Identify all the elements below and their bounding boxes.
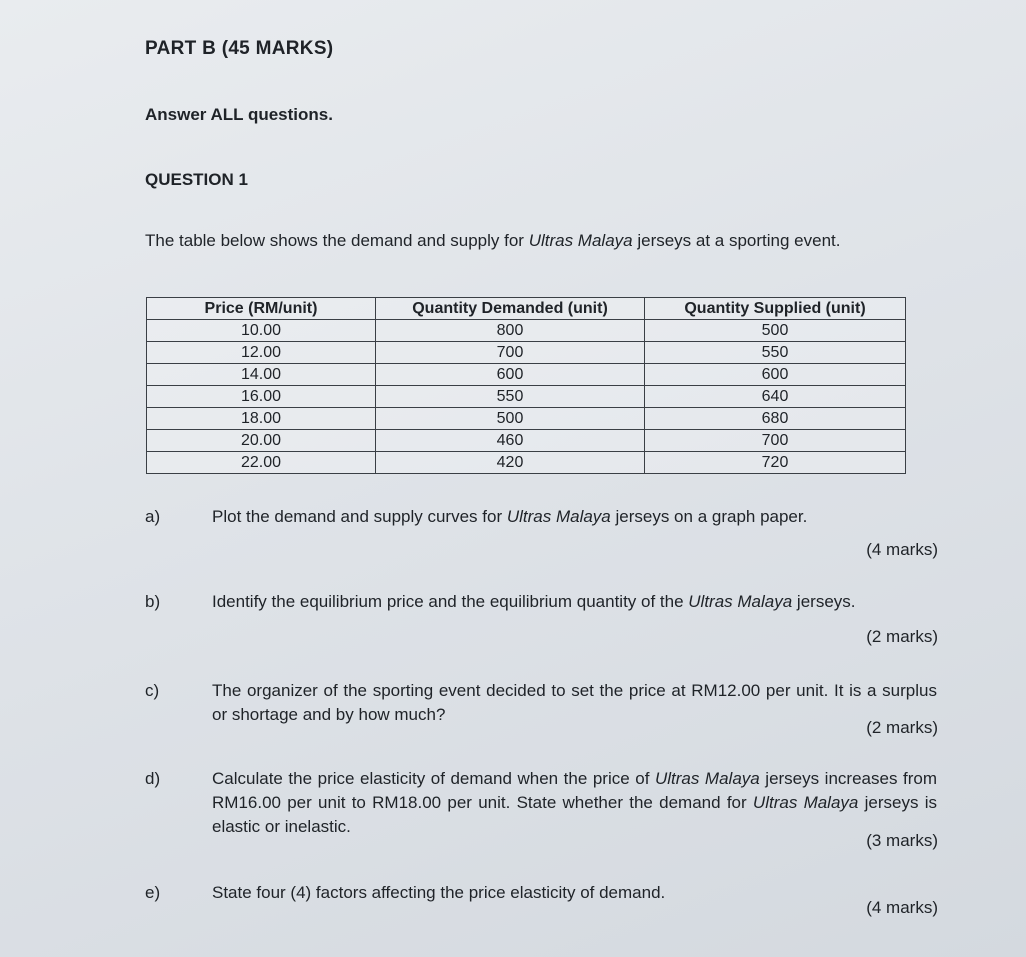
demanded-cell: 420 — [376, 452, 645, 474]
question-d-marks: (3 marks) — [866, 831, 938, 850]
table-row — [147, 320, 906, 342]
demanded-cell: 460 — [376, 430, 645, 452]
supplied-cell: 600 — [645, 364, 906, 386]
question-a-text-before: Plot the demand and supply curves for — [212, 507, 507, 526]
demanded-cell: 550 — [376, 386, 645, 408]
table-row — [147, 452, 906, 474]
question-c-marks: (2 marks) — [866, 718, 938, 737]
price-cell: 16.00 — [147, 386, 376, 408]
question-a-italic: Ultras Malaya — [506, 507, 611, 526]
demanded-cell: 600 — [376, 364, 645, 386]
header-quantity-supplied: Quantity Supplied (unit) — [645, 298, 906, 320]
question-b-label: b) — [145, 592, 161, 611]
table-row — [147, 364, 906, 386]
price-cell: 20.00 — [147, 430, 376, 452]
supplied-cell: 640 — [645, 386, 906, 408]
question-c-label: c) — [145, 681, 160, 700]
question-title: QUESTION 1 — [145, 170, 248, 189]
question-intro — [145, 228, 920, 254]
price-cell: 18.00 — [147, 408, 376, 430]
question-a-label: a) — [145, 507, 161, 526]
question-e-marks: (4 marks) — [866, 898, 938, 917]
question-d-text-before: Calculate the price elasticity of demand when the price of — [212, 769, 655, 788]
supplied-cell: 500 — [645, 320, 906, 342]
table-row — [147, 430, 906, 452]
question-e-text: State four (4) factors affecting the price elasticity of demand. — [212, 883, 666, 902]
supplied-cell: 680 — [645, 408, 906, 430]
question-d-italic-2: Ultras Malaya — [752, 793, 859, 812]
question-b-text-before: Identify the equilibrium price and the equilibrium quantity of the — [212, 592, 689, 611]
supplied-cell: 700 — [645, 430, 906, 452]
question-b-text-after: jerseys. — [792, 592, 856, 611]
question-d-italic: Ultras Malaya — [654, 769, 760, 788]
intro-text-after: jerseys at a sporting event. — [632, 231, 841, 250]
question-a-text-after: jerseys on a graph paper. — [610, 507, 808, 526]
header-quantity-demanded: Quantity Demanded (unit) — [376, 298, 645, 320]
part-title: PART B (45 MARKS) — [145, 38, 334, 59]
demanded-cell: 700 — [376, 342, 645, 364]
question-a-marks: (4 marks) — [866, 540, 938, 559]
question-b-italic: Ultras Malaya — [688, 592, 793, 611]
question-e-label: e) — [145, 883, 161, 902]
price-cell: 22.00 — [147, 452, 376, 474]
demanded-cell: 800 — [376, 320, 645, 342]
question-c-text: The organizer of the sporting event decided to set the price at RM12.00 per unit. It is a surplus or shortage and by how much? — [212, 681, 937, 724]
question-a-text — [212, 505, 937, 529]
question-b-text — [212, 590, 937, 614]
supplied-cell: 720 — [645, 452, 906, 474]
price-cell: 14.00 — [147, 364, 376, 386]
question-d-text-after: jerseys increases from RM16.00 per unit to RM18.00 per unit. State whether the demand for — [212, 769, 937, 812]
table-row — [147, 342, 906, 364]
intro-italic-name: Ultras Malaya — [528, 231, 633, 250]
price-cell: 12.00 — [147, 342, 376, 364]
price-cell: 10.00 — [147, 320, 376, 342]
table-row — [147, 408, 906, 430]
question-d-label: d) — [145, 769, 161, 788]
table-row — [147, 386, 906, 408]
table-header-row — [147, 298, 906, 320]
question-d-text — [212, 767, 937, 839]
question-d-text-after-2: jerseys is elastic or inelastic. — [212, 793, 938, 836]
instruction-text: Answer ALL questions. — [145, 105, 333, 124]
supplied-cell: 550 — [645, 342, 906, 364]
question-b-marks: (2 marks) — [866, 627, 938, 646]
intro-text-before: The table below shows the demand and supply for — [145, 231, 529, 250]
demanded-cell: 500 — [376, 408, 645, 430]
demand-supply-table — [146, 297, 906, 474]
header-price: Price (RM/unit) — [147, 298, 376, 320]
